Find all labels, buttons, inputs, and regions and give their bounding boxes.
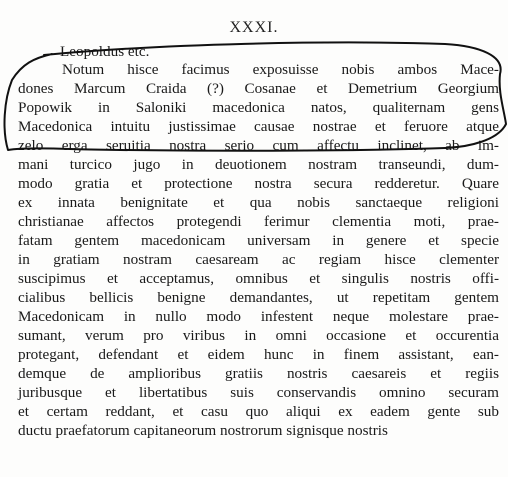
document-number-heading: XXXI. [229, 19, 279, 36]
text-line: suscipimus et acceptamus, omnibus et singulis nostris offi- [18, 270, 499, 287]
text-line: zelo erga seruitia nostra serio cum affectu inclinet, ab im- [18, 137, 499, 154]
text-line: fatam gentem macedonicam universam in genere et specie [18, 232, 499, 249]
text-line: Notum hisce facimus exposuisse nobis ambos Mace- [62, 61, 499, 78]
text-line: protegant, defendant et eidem hunc in finem assistant, ean- [18, 346, 499, 363]
text-line: cialibus bellicis benigne demandantes, ut repetitam gentem [18, 289, 499, 306]
text-line: et certam reddant, et casu quo aliqui ex eadem gente sub [18, 403, 499, 420]
text-line: Macedonicam in nullo modo infestent neque molestare prae- [18, 308, 499, 325]
text-line: ductu praefatorum capitaneorum nostrorum signisque nostris [18, 422, 388, 439]
text-line: mani turcico jugo in deuotionem nostram transeundi, dum- [18, 156, 499, 173]
text-line: ex innata benignitate et qua nobis sanctaeque religioni [18, 194, 499, 211]
text-line: Popowik in Saloniki macedonica natos, qualiternam gens [18, 99, 499, 116]
text-line: modo gratia et protectione nostra secura redderetur. Quare [18, 175, 499, 192]
text-line: Leopoldus etc. [60, 43, 150, 60]
text-line: juribusque et libertatibus suis conservandis omnino securam [18, 384, 499, 401]
text-line: Macedonica intuitu justissimae causae nostrae et feruore atque [18, 118, 499, 135]
text-line: dones Marcum Craida (?) Cosanae et Demetrium Georgium [18, 80, 499, 97]
text-line: in gratiam nostram caesaream ac regiam hisce clementer [18, 251, 499, 268]
text-line: demque de amplioribus gratiis nostris caesareis et regiis [18, 365, 499, 382]
text-line: christianae affectos protegendi ferimur clementia moti, prae- [18, 213, 499, 230]
text-line: sumant, verum pro viribus in omni occasione et occurentia [18, 327, 499, 344]
